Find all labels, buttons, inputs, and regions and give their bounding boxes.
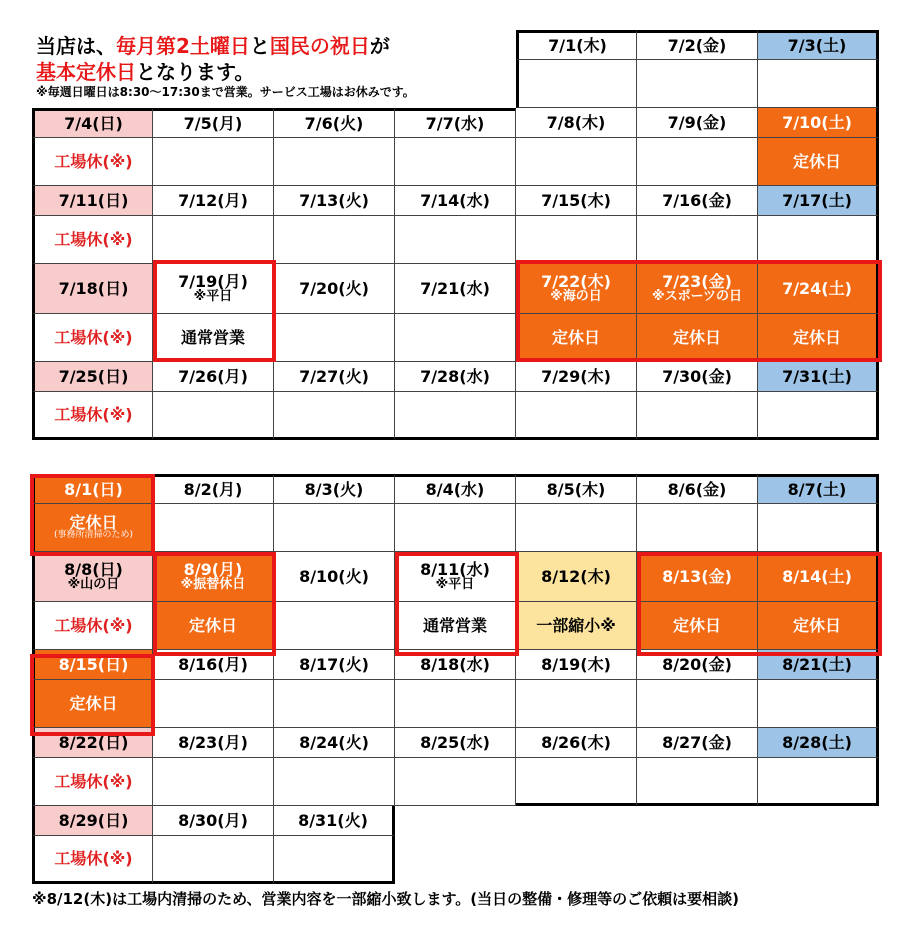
day-cell: 8/2(月): [153, 474, 274, 504]
day-cell-sunday: 8/29(日): [32, 806, 153, 836]
day-cell: 7/5(月): [153, 108, 274, 138]
status-cell: [274, 602, 395, 650]
date-label: 8/9(月): [183, 559, 243, 579]
day-note: ※振替休日: [180, 577, 246, 593]
day-cell-sunday: 7/25(日): [32, 362, 153, 392]
closed-label: [32, 504, 153, 552]
day-note: ※平日: [435, 577, 475, 593]
status-cell: [395, 314, 516, 362]
header-text: となります。: [136, 60, 255, 84]
header-highlight: 国民の祝日: [269, 34, 370, 58]
status-cell: [153, 758, 274, 806]
status-cell: [516, 138, 637, 186]
status-cell: [153, 216, 274, 264]
day-cell: 8/10(火): [274, 552, 395, 602]
status-cell: [516, 392, 637, 440]
day-cell: 7/1(木): [516, 30, 637, 60]
status-cell: [516, 758, 637, 806]
day-cell-holiday: [516, 264, 637, 314]
day-cell: 8/16(月): [153, 650, 274, 680]
day-cell: 7/14(水): [395, 186, 516, 216]
day-cell: 7/26(月): [153, 362, 274, 392]
day-cell: 7/28(水): [395, 362, 516, 392]
status-cell: [153, 680, 274, 728]
day-cell-saturday: 8/21(土): [758, 650, 879, 680]
day-cell: 7/27(火): [274, 362, 395, 392]
day-cell-holiday: [637, 264, 758, 314]
factory-closed-label: 工場休(※): [32, 758, 153, 806]
day-cell-sunday: [32, 552, 153, 602]
day-cell-sunday: 7/18(日): [32, 264, 153, 314]
day-cell: 8/3(火): [274, 474, 395, 504]
closed-label: 定休日: [153, 602, 274, 650]
date-label: 7/19(月): [178, 271, 248, 291]
factory-closed-label: 工場休(※): [32, 836, 153, 884]
header-highlight: 毎月第2土曜日: [116, 34, 250, 58]
day-cell: 7/29(木): [516, 362, 637, 392]
day-cell-saturday: 7/3(土): [758, 30, 879, 60]
day-cell-sunday: 7/4(日): [32, 108, 153, 138]
day-cell-closed: 7/10(土): [758, 108, 879, 138]
status-cell: [395, 680, 516, 728]
day-cell: 7/21(水): [395, 264, 516, 314]
status-cell: [153, 504, 274, 552]
day-cell: 8/17(火): [274, 650, 395, 680]
day-cell-saturday: 8/28(土): [758, 728, 879, 758]
day-cell: 7/6(火): [274, 108, 395, 138]
day-cell: 8/27(金): [637, 728, 758, 758]
factory-closed-label: 工場休(※): [32, 138, 153, 186]
day-cell-closed: 8/13(金): [637, 552, 758, 602]
status-cell: [395, 392, 516, 440]
day-cell: 8/20(金): [637, 650, 758, 680]
status-cell: [274, 680, 395, 728]
date-label: 7/23(金): [662, 271, 732, 291]
day-cell: 8/23(月): [153, 728, 274, 758]
status-cell: [637, 392, 758, 440]
day-note: ※平日: [193, 289, 233, 305]
partial-business-label: 一部縮小※: [516, 602, 637, 650]
status-cell: [395, 504, 516, 552]
status-cell: [274, 836, 395, 884]
july-calendar: [32, 30, 879, 440]
day-cell: 7/13(火): [274, 186, 395, 216]
status-cell: [758, 216, 879, 264]
status-cell: [758, 680, 879, 728]
factory-closed-label: 工場休(※): [32, 216, 153, 264]
day-cell-closed: 8/1(日): [32, 474, 153, 504]
day-note: ※山の日: [67, 577, 120, 593]
status-cell: [516, 504, 637, 552]
header-highlight: 基本定休日: [36, 60, 136, 84]
day-cell-closed: 8/15(日): [32, 650, 153, 680]
closed-label: 定休日: [637, 314, 758, 362]
closed-note: (事務所清掃のため): [53, 530, 134, 541]
status-cell: [395, 138, 516, 186]
day-cell-sunday: 8/22(日): [32, 728, 153, 758]
factory-closed-label: 工場休(※): [32, 314, 153, 362]
day-cell: 8/25(水): [395, 728, 516, 758]
status-cell: [758, 392, 879, 440]
status-cell: [274, 392, 395, 440]
day-cell: 8/31(火): [274, 806, 395, 836]
day-cell: 8/26(木): [516, 728, 637, 758]
day-cell-closed: 7/24(土): [758, 264, 879, 314]
closed-text: 定休日: [69, 512, 118, 532]
day-cell: 7/20(火): [274, 264, 395, 314]
normal-business-label: 通常営業: [153, 314, 274, 362]
day-cell: 8/30(月): [153, 806, 274, 836]
status-cell: [153, 836, 274, 884]
day-cell-saturday: 8/7(土): [758, 474, 879, 504]
status-cell: [395, 758, 516, 806]
day-cell: 7/16(金): [637, 186, 758, 216]
day-cell: 8/6(金): [637, 474, 758, 504]
day-cell-saturday: 7/17(土): [758, 186, 879, 216]
day-note: ※海の日: [550, 289, 602, 305]
day-cell: 7/7(水): [395, 108, 516, 138]
day-cell-holiday: [153, 552, 274, 602]
date-label: 8/11(水): [420, 559, 490, 579]
status-cell: [153, 138, 274, 186]
day-cell: 7/9(金): [637, 108, 758, 138]
closed-label: 定休日: [32, 680, 153, 728]
day-cell: 7/8(木): [516, 108, 637, 138]
status-cell: [274, 504, 395, 552]
status-cell: [637, 758, 758, 806]
day-cell-partial: 8/12(木): [516, 552, 637, 602]
day-cell: 8/4(水): [395, 474, 516, 504]
closed-label: 定休日: [758, 314, 879, 362]
status-cell: [758, 60, 879, 108]
day-note: ※スポーツの日: [651, 289, 743, 305]
day-cell: 8/18(水): [395, 650, 516, 680]
day-cell-saturday: 7/31(土): [758, 362, 879, 392]
status-cell: [274, 758, 395, 806]
status-cell: [516, 60, 637, 108]
day-cell: 7/2(金): [637, 30, 758, 60]
day-cell: 8/19(木): [516, 650, 637, 680]
closed-label: 定休日: [758, 138, 879, 186]
status-cell: [274, 138, 395, 186]
status-cell: [274, 314, 395, 362]
status-cell: [637, 680, 758, 728]
day-cell: 7/15(木): [516, 186, 637, 216]
header-text: 当店は、: [36, 34, 116, 58]
date-label: 7/22(木): [541, 271, 611, 291]
august-calendar: [32, 474, 879, 884]
day-cell: 8/24(火): [274, 728, 395, 758]
status-cell: [516, 216, 637, 264]
status-cell: [758, 758, 879, 806]
status-cell: [637, 504, 758, 552]
day-cell: [153, 264, 274, 314]
day-cell-closed: 8/14(土): [758, 552, 879, 602]
normal-business-label: 通常営業: [395, 602, 516, 650]
day-cell: 7/12(月): [153, 186, 274, 216]
footer-note: ※8/12(木)は工場内清掃のため、営業内容を一部縮小致します。(当日の整備・修理等のご依頼は要相談): [32, 890, 739, 908]
status-cell: [758, 504, 879, 552]
factory-closed-label: 工場休(※): [32, 392, 153, 440]
header-text: が: [369, 34, 390, 58]
status-cell: [274, 216, 395, 264]
header-text: と: [249, 34, 270, 58]
status-cell: [395, 216, 516, 264]
status-cell: [637, 138, 758, 186]
day-cell: [395, 552, 516, 602]
closed-label: 定休日: [758, 602, 879, 650]
date-label: 8/8(日): [64, 559, 123, 579]
factory-closed-label: 工場休(※): [32, 602, 153, 650]
status-cell: [153, 392, 274, 440]
closed-label: 定休日: [516, 314, 637, 362]
day-cell: 8/5(木): [516, 474, 637, 504]
status-cell: [516, 680, 637, 728]
day-cell: 7/30(金): [637, 362, 758, 392]
closed-label: 定休日: [637, 602, 758, 650]
status-cell: [637, 60, 758, 108]
status-cell: [637, 216, 758, 264]
day-cell-sunday: 7/11(日): [32, 186, 153, 216]
header-note: ※毎週日曜日は8:30～17:30まで営業。サービス工場はお休みです。: [36, 85, 415, 99]
